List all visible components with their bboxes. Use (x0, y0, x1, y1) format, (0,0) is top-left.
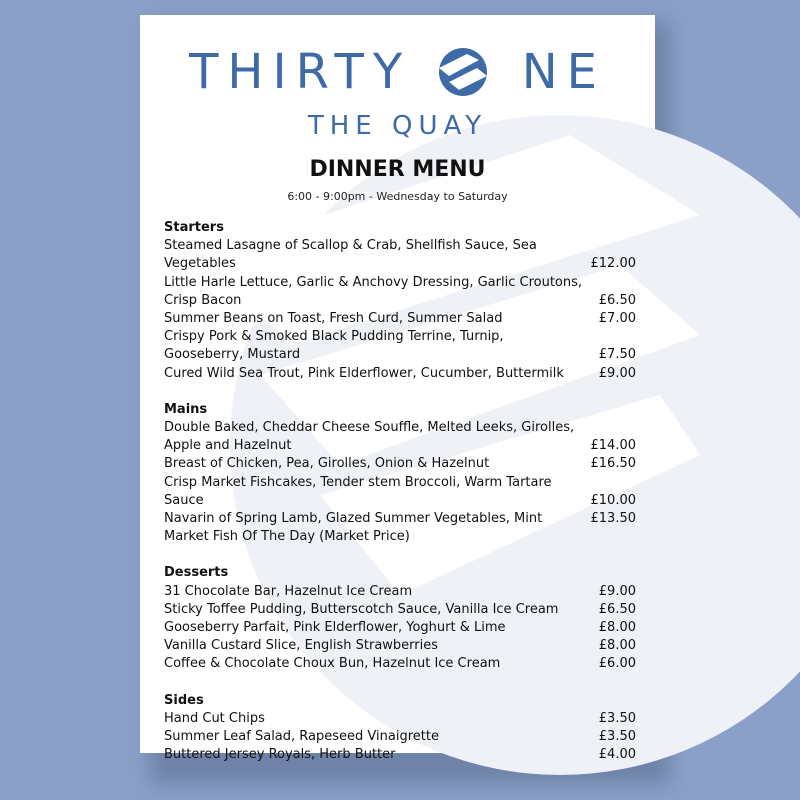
menu-item-price: £3.50 (598, 729, 636, 745)
menu-item (164, 328, 636, 364)
menu-item (164, 474, 636, 510)
menu-item (164, 419, 636, 455)
menu-item (164, 655, 636, 673)
menu-item-name: Vanilla Custard Slice, English Strawberries (164, 638, 439, 654)
menu-item-name: Cured Wild Sea Trout, Pink Elderflower, Cucumber, Buttermilk (164, 365, 564, 381)
menu-item-price: £9.00 (598, 365, 636, 381)
menu-item-name: Crisp Market Fishcakes, Tender stem Broccoli, Warm Tartare Sauce (164, 474, 552, 508)
menu-item-name: Summer Beans on Toast, Fresh Curd, Summer Salad (164, 311, 503, 327)
section-title: Desserts (164, 565, 229, 581)
menu-section-starters (164, 219, 636, 383)
menu-item-price: £3.50 (598, 710, 636, 726)
menu-item-name: Buttered Jersey Royals, Herb Butter (164, 747, 396, 763)
menu-item-name: Little Harle Lettuce, Garlic & Anchovy Dressing, Garlic Croutons, Crisp Bacon (164, 274, 583, 308)
menu-item (164, 637, 636, 655)
menu-item (164, 746, 636, 764)
menu-item-price: £6.00 (598, 656, 636, 672)
menu-item-price: £13.50 (590, 511, 636, 527)
brand-name-part1: THIRTY (189, 44, 412, 100)
menu-item-name: Double Baked, Cheddar Cheese Souffle, Melted Leeks, Girolles, Apple and Hazelnut (164, 420, 575, 454)
section-title: Starters (164, 220, 224, 235)
menu-item (164, 455, 636, 473)
menu-item-name: Breast of Chicken, Pea, Girolles, Onion & Hazelnut (164, 456, 490, 472)
menu-item (164, 619, 636, 637)
menu-section-desserts (164, 564, 636, 673)
menu-item (164, 237, 636, 273)
menu-item-name: Sticky Toffee Pudding, Butterscotch Sauce, Vanilla Ice Cream (164, 601, 559, 617)
menu-item-name: Crispy Pork & Smoked Black Pudding Terrine, Turnip, Gooseberry, Mustard (164, 329, 504, 363)
menu-sections (164, 219, 636, 782)
menu-item-price: £7.00 (598, 311, 636, 327)
menu-item (164, 710, 636, 728)
menu-item-price: £6.50 (598, 292, 636, 308)
menu-item-name: Summer Leaf Salad, Rapeseed Vinaigrette (164, 729, 439, 745)
menu-item-name: Hand Cut Chips (164, 710, 265, 726)
menu-item-price: £12.00 (590, 256, 636, 272)
menu-item-name: Coffee & Chocolate Choux Bun, Hazelnut Ice Cream (164, 656, 501, 672)
menu-item-price: £8.00 (598, 638, 636, 654)
menu-item-price: £10.00 (590, 492, 636, 508)
menu-item (164, 728, 636, 746)
menu-item (164, 583, 636, 601)
menu-item-price: £9.00 (598, 583, 636, 599)
menu-hours: 6:00 - 9:00pm - Wednesday to Saturday (287, 190, 508, 203)
section-title: Mains (164, 401, 208, 417)
menu-item-price: £16.50 (590, 456, 636, 472)
menu-item-name: Navarin of Spring Lamb, Glazed Summer Vegetables, Mint (164, 511, 543, 527)
menu-item-name: Steamed Lasagne of Scallop & Crab, Shellfish Sauce, Sea Vegetables (164, 238, 537, 272)
menu-section-sides (164, 692, 636, 765)
brand-name-part2: NE (521, 44, 606, 100)
menu-title: DINNER MENU (309, 157, 486, 182)
menu-page (140, 15, 655, 763)
brand-subtitle: THE QUAY (307, 111, 488, 141)
menu-item-price: £4.00 (598, 747, 636, 763)
menu-item (164, 601, 636, 619)
menu-item (164, 365, 636, 383)
menu-item-name: Gooseberry Parfait, Pink Elderflower, Yoghurt & Lime (164, 620, 506, 636)
menu-item (164, 310, 636, 328)
menu-item-name: Market Fish Of The Day (Market Price) (164, 529, 410, 545)
menu-section-mains (164, 401, 636, 547)
menu-item (164, 528, 636, 546)
circle-o-logo-icon (437, 46, 489, 98)
menu-item-price: £7.50 (598, 347, 636, 363)
menu-item (164, 274, 636, 310)
menu-item-name: 31 Chocolate Bar, Hazelnut Ice Cream (164, 583, 413, 599)
menu-item (164, 510, 636, 528)
menu-item-price: £14.00 (590, 438, 636, 454)
section-title: Sides (164, 692, 204, 708)
brand-logo (140, 45, 655, 98)
menu-item-price: £6.50 (598, 601, 636, 617)
menu-item-price: £8.00 (598, 620, 636, 636)
